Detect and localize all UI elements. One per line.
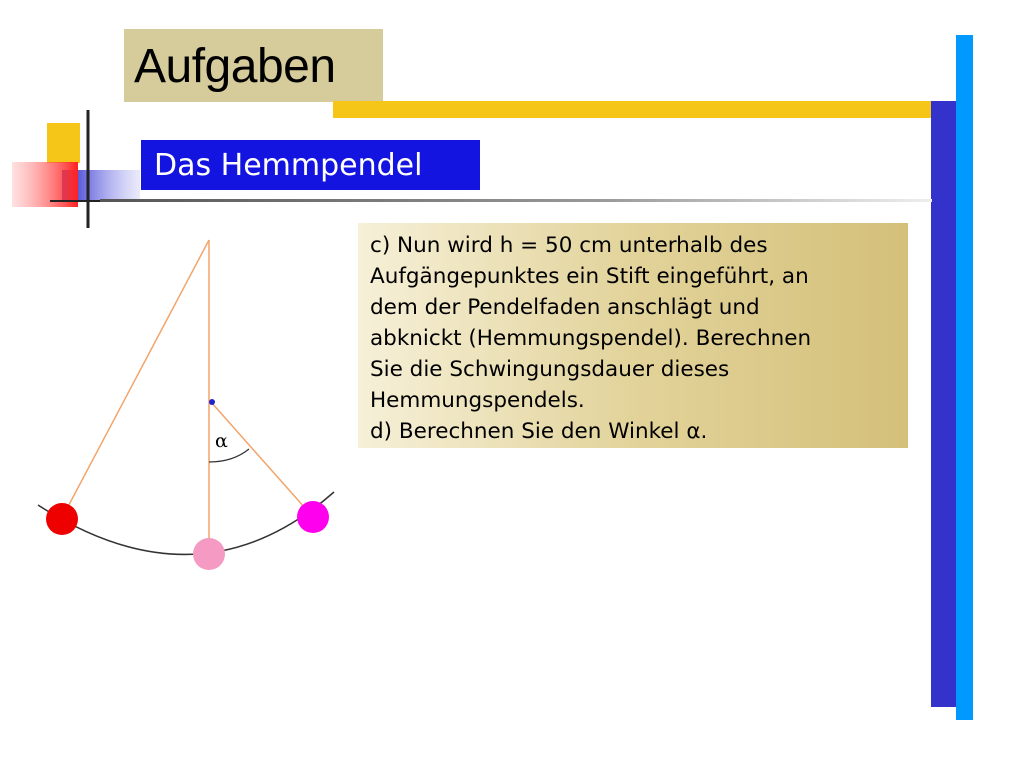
ball-right [297, 501, 329, 533]
task-line: c) Nun wird h = 50 cm unterhalb des [370, 233, 768, 258]
divider-line [100, 199, 932, 202]
gold-accent-bar [333, 101, 933, 118]
task-line: Hemmungspendels. [370, 388, 585, 413]
ball-bottom [193, 538, 225, 570]
task-line: Aufgängepunktes ein Stift eingeführt, an [370, 264, 809, 289]
swing-arc [38, 492, 334, 554]
ball-left [46, 503, 78, 535]
subtitle: Das Hemmpendel [154, 148, 423, 183]
cyan-accent-bar [956, 35, 973, 720]
task-line: d) Berechnen Sie den Winkel α. [370, 419, 708, 444]
pendulum-diagram [0, 220, 360, 590]
angle-label: α [215, 430, 228, 452]
peg-dot [209, 399, 215, 405]
string-left [62, 240, 209, 518]
page-title: Aufgaben [134, 40, 336, 93]
navy-accent-bar [931, 101, 956, 707]
task-line: dem der Pendelfaden anschlägt und [370, 295, 760, 320]
task-line: Sie die Schwingungsdauer dieses [370, 357, 730, 382]
yellow-square [47, 123, 80, 163]
task-text [370, 230, 900, 447]
task-line: abknickt (Hemmungspendel). Berechnen [370, 326, 812, 351]
decorative-logo [0, 100, 150, 230]
